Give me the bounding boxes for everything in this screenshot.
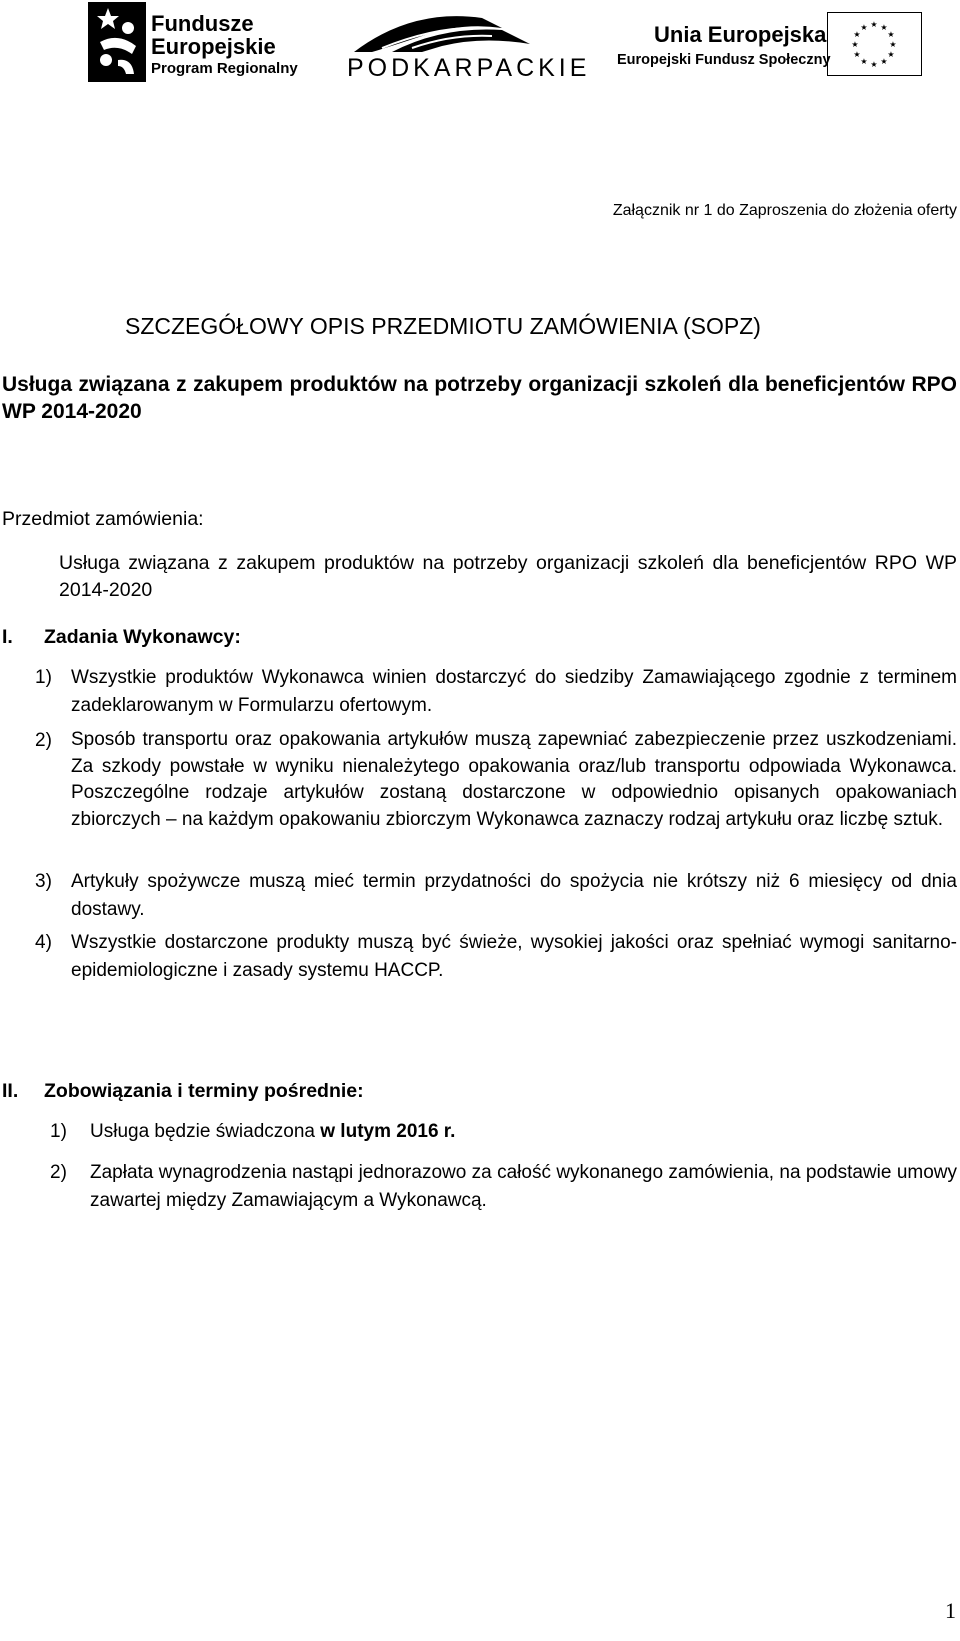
annex-label: Załącznik nr 1 do Zaproszenia do złożenia oferty: [612, 202, 957, 219]
list-item-text: Wszystkie dostarczone produkty muszą być świeże, wysokiej jakości oraz spełniać wymogi sanitarno-epidemiologiczne i zasady systemu HACCP.: [71, 932, 957, 981]
przedmiot-label: Przedmiot zamówienia:: [2, 508, 204, 530]
list-item: [35, 727, 957, 867]
eu-flag-icon: [827, 12, 922, 76]
list-item: [35, 929, 957, 985]
podkarpackie-text: PODKARPACKIE: [347, 54, 591, 82]
ue-title: Unia Europejska: [654, 22, 827, 47]
logo-fe-line2: Europejskie: [151, 34, 276, 59]
svg-text:★: ★: [853, 30, 861, 39]
svg-text:★: ★: [870, 60, 878, 69]
fundusze-europejskie-emblem-icon: [88, 2, 148, 84]
svg-text:★: ★: [887, 50, 895, 59]
section-2-heading: [2, 1080, 902, 1108]
document-title: SZCZEGÓŁOWY OPIS PRZEDMIOTU ZAMÓWIENIA (SOPZ): [125, 313, 761, 339]
list-item-number: 2): [35, 730, 52, 751]
svg-text:★: ★: [880, 57, 888, 66]
svg-text:★: ★: [853, 50, 861, 59]
podkarpackie-logo-icon: [352, 14, 532, 54]
list-item-number: 3): [35, 871, 52, 892]
list-item: [50, 1159, 957, 1215]
section-2-title: Zobowiązania i terminy pośrednie:: [44, 1080, 364, 1102]
list-item-text-plain: Usługa będzie świadczona: [90, 1121, 321, 1142]
list-item-number: 1): [35, 667, 52, 688]
eu-stars-icon: [828, 13, 920, 74]
svg-text:★: ★: [860, 57, 868, 66]
list-item-text: Artykuły spożywcze muszą mieć termin przydatności do spożycia nie krótszy niż 6 miesięcy od dnia dostawy.: [71, 871, 957, 920]
svg-text:★: ★: [880, 23, 888, 32]
section-2-number: II.: [2, 1080, 19, 1102]
svg-text:★: ★: [860, 23, 868, 32]
section-1-number: I.: [2, 626, 13, 648]
logo-fe-title: [151, 12, 276, 58]
document-subject: Usługa związana z zakupem produktów na potrzeby organizacji szkoleń dla beneficjentów RPO WP 2014-2020: [2, 373, 957, 423]
svg-text:★: ★: [870, 20, 878, 29]
ue-subtitle: Europejski Fundusz Społeczny: [617, 52, 831, 68]
page-number: 1: [945, 1598, 956, 1623]
section-1-title: Zadania Wykonawcy:: [44, 626, 241, 648]
list-item-number: 1): [50, 1121, 67, 1142]
list-item-text: Zapłata wynagrodzenia nastąpi jednorazowo za całość wykonanego zamówienia, na podstawie umowy zawartej między Zamawiającym a Wykonawcą.: [90, 1162, 957, 1211]
list-item-number: 2): [50, 1162, 67, 1183]
logo-fe-subtitle: Program Regionalny: [151, 60, 298, 77]
list-item: [50, 1118, 957, 1146]
list-item-text: Wszystkie produktów Wykonawca winien dostarczyć do siedziby Zamawiającego zgodnie z terminem zadeklarowanym w Formularzu ofertowym.: [71, 667, 957, 716]
przedmiot-text: Usługa związana z zakupem produktów na potrzeby organizacji szkoleń dla beneficjentów RPO WP 2014-2020: [59, 552, 957, 601]
svg-text:★: ★: [887, 30, 895, 39]
list-item: [35, 868, 957, 924]
section-1-heading: [2, 626, 902, 654]
list-item-text-bold: w lutym 2016 r.: [320, 1121, 456, 1142]
list-item-text: Sposób transportu oraz opakowania artykułów muszą zapewniać zabezpieczenie przez uszkodzeniami. Za szkody powstałe w wyniku nienależytego opakowania oraz/lub transportu odpowiada Wykonawca. Poszczególne rodzaje artykułów zostaną dostarczone w odpowiednio opisanych opakowaniach zbiorczych – na każdym opakowaniu zbiorczym Wykonawca zaznaczy rodzaj artykułu oraz liczbę sztuk.: [71, 729, 957, 830]
svg-text:★: ★: [889, 40, 897, 49]
logo-fe-line1: Fundusze: [151, 11, 254, 36]
list-item-number: 4): [35, 932, 52, 953]
svg-text:★: ★: [851, 40, 859, 49]
list-item-text: [90, 1118, 957, 1146]
list-item: [35, 664, 957, 720]
